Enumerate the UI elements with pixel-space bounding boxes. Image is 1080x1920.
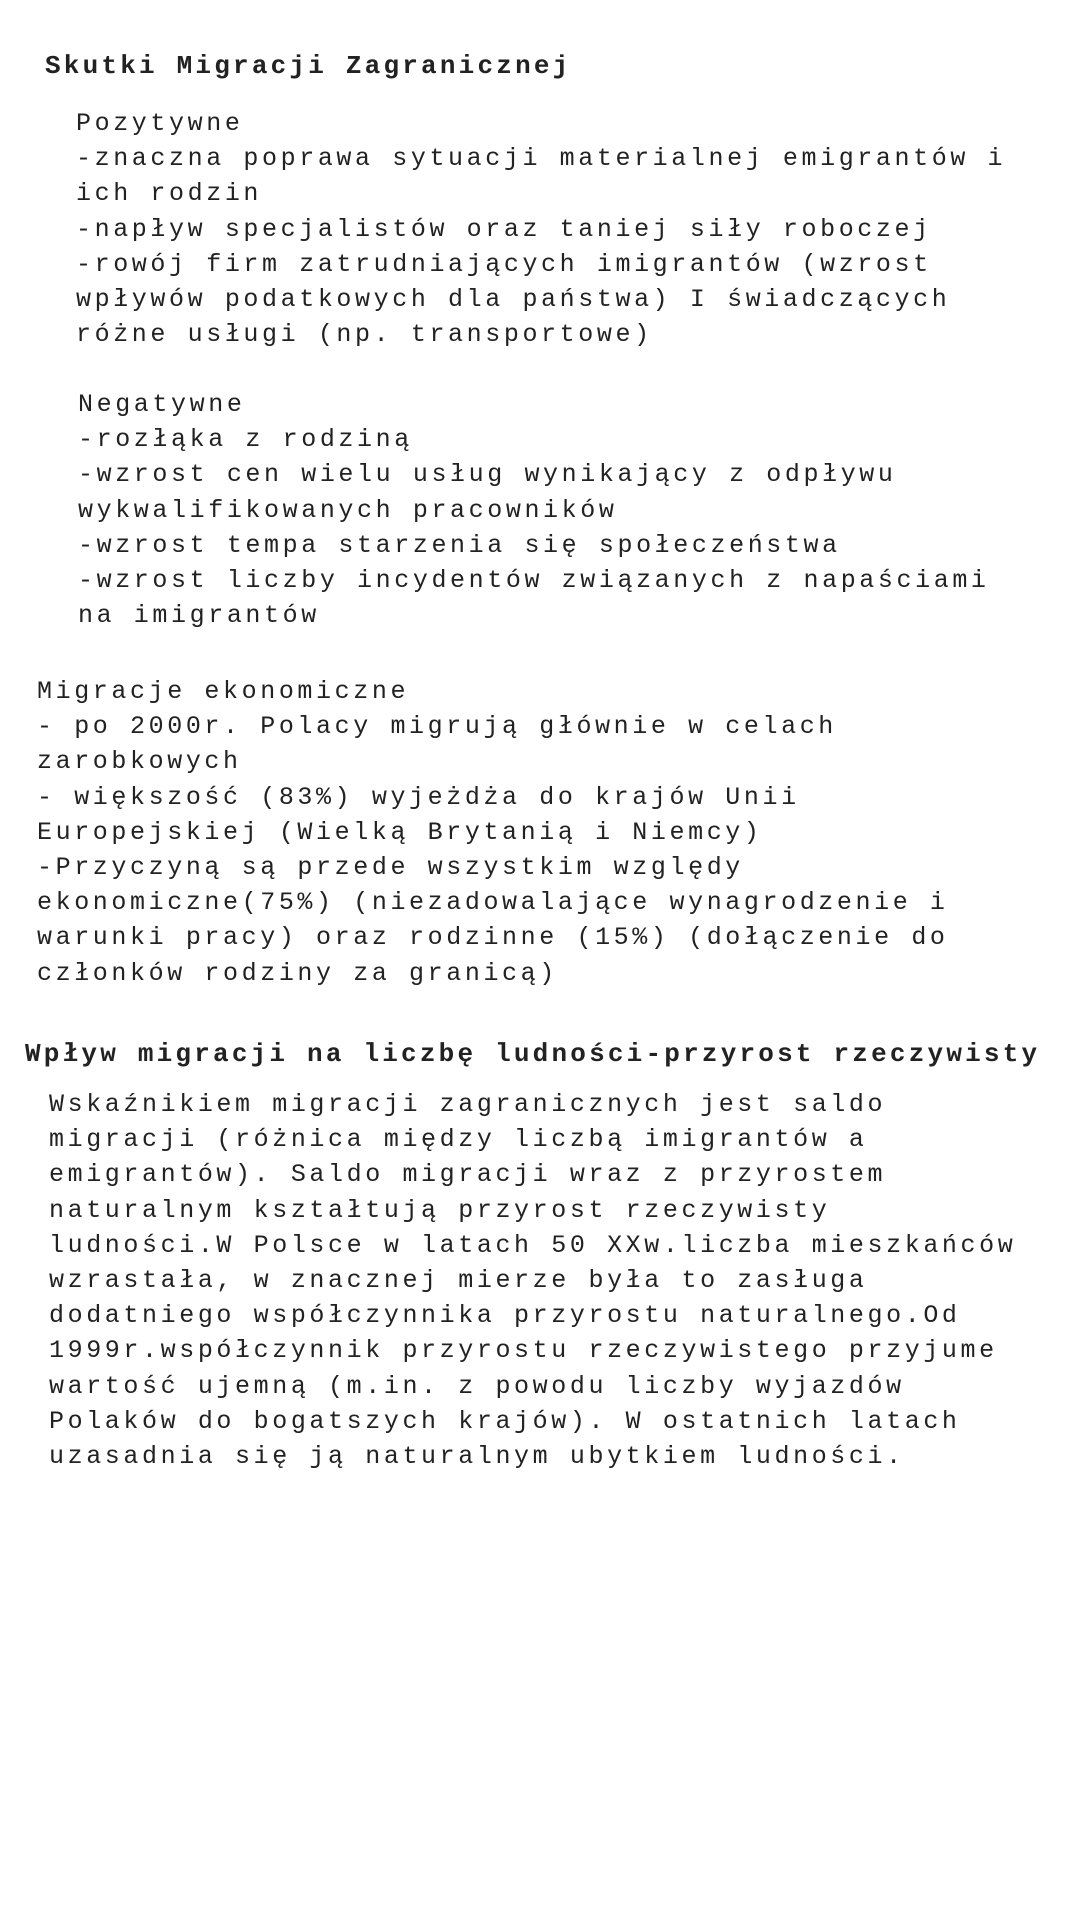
list-item: -znaczna poprawa sytuacji materialnej emigrantów i	[76, 144, 1007, 174]
list-item: członków rodziny za granicą)	[37, 958, 558, 988]
positive-label: Pozytywne	[76, 106, 243, 141]
list-item: -napływ specjalistów oraz taniej siły roboczej	[76, 214, 932, 244]
list-item: warunki pracy) oraz rodzinne (15%) (dołączenie do	[37, 923, 949, 953]
list-item: -rozłąka z rodziną	[78, 425, 413, 455]
paragraph-line: Polaków do bogatszych krajów). W ostatnich latach	[49, 1406, 961, 1436]
paragraph-line: wzrastała, w znacznej mierze była to zasługa	[49, 1265, 868, 1295]
paragraph-line: emigrantów). Saldo migracji wraz z przyrostem	[49, 1160, 887, 1190]
negative-section	[78, 387, 990, 633]
list-item: zarobkowych	[37, 747, 242, 777]
page-title: Skutki Migracji Zagranicznej	[45, 51, 572, 81]
list-item: ich rodzin	[76, 179, 263, 209]
list-item: na imigrantów	[78, 601, 320, 631]
list-item: -wzrost liczby incydentów związanych z napaściami	[78, 565, 990, 595]
list-item: Europejskiej (Wielką Brytanią i Niemcy)	[37, 817, 763, 847]
positive-section	[76, 106, 1006, 352]
impact-paragraph	[49, 1087, 1016, 1474]
list-item: -wzrost tempa starzenia się społeczeństwa	[78, 530, 841, 560]
paragraph-line: dodatniego współczynnika przyrostu naturalnego.Od	[49, 1301, 961, 1331]
paragraph-line: 1999r.współczynnik przyrostu rzeczywistego przyjume	[49, 1336, 998, 1366]
list-item: - większość (83%) wyjeżdża do krajów Unii	[37, 782, 800, 812]
list-item: -rowój firm zatrudniających imigrantów (wzrost	[76, 249, 932, 279]
list-item: wykwalifikowanych pracowników	[78, 495, 618, 525]
paragraph-line: naturalnym kształtują przyrost rzeczywisty	[49, 1195, 831, 1225]
paragraph-line: uzasadnia się ją naturalnym ubytkiem ludności.	[49, 1441, 905, 1471]
paragraph-line: ludności.W Polsce w latach 50 XXw.liczba mieszkańców	[49, 1230, 1017, 1260]
list-item: -Przyczyną są przede wszystkim względy	[37, 852, 744, 882]
impact-heading: Wpływ migracji na liczbę ludności-przyrost rzeczywisty	[25, 1039, 1041, 1069]
list-item: - po 2000r. Polacy migrują głównie w celach	[37, 712, 837, 742]
list-item: ekonomiczne(75%) (niezadowalające wynagrodzenie i	[37, 888, 949, 918]
negative-label: Negatywne	[78, 387, 245, 422]
paragraph-line: wartość ujemną (m.in. z powodu liczby wyjazdów	[49, 1371, 905, 1401]
economic-section	[37, 674, 949, 991]
economic-label: Migracje ekonomiczne	[37, 674, 409, 709]
paragraph-line: Wskaźnikiem migracji zagranicznych jest saldo	[49, 1090, 887, 1119]
list-item: różne usługi (np. transportowe)	[76, 320, 653, 350]
paragraph-line: migracji (różnica między liczbą imigrantów a	[49, 1125, 868, 1155]
list-item: wpływów podatkowych dla państwa) I świadczących	[76, 284, 951, 314]
list-item: -wzrost cen wielu usług wynikający z odpływu	[78, 460, 897, 490]
